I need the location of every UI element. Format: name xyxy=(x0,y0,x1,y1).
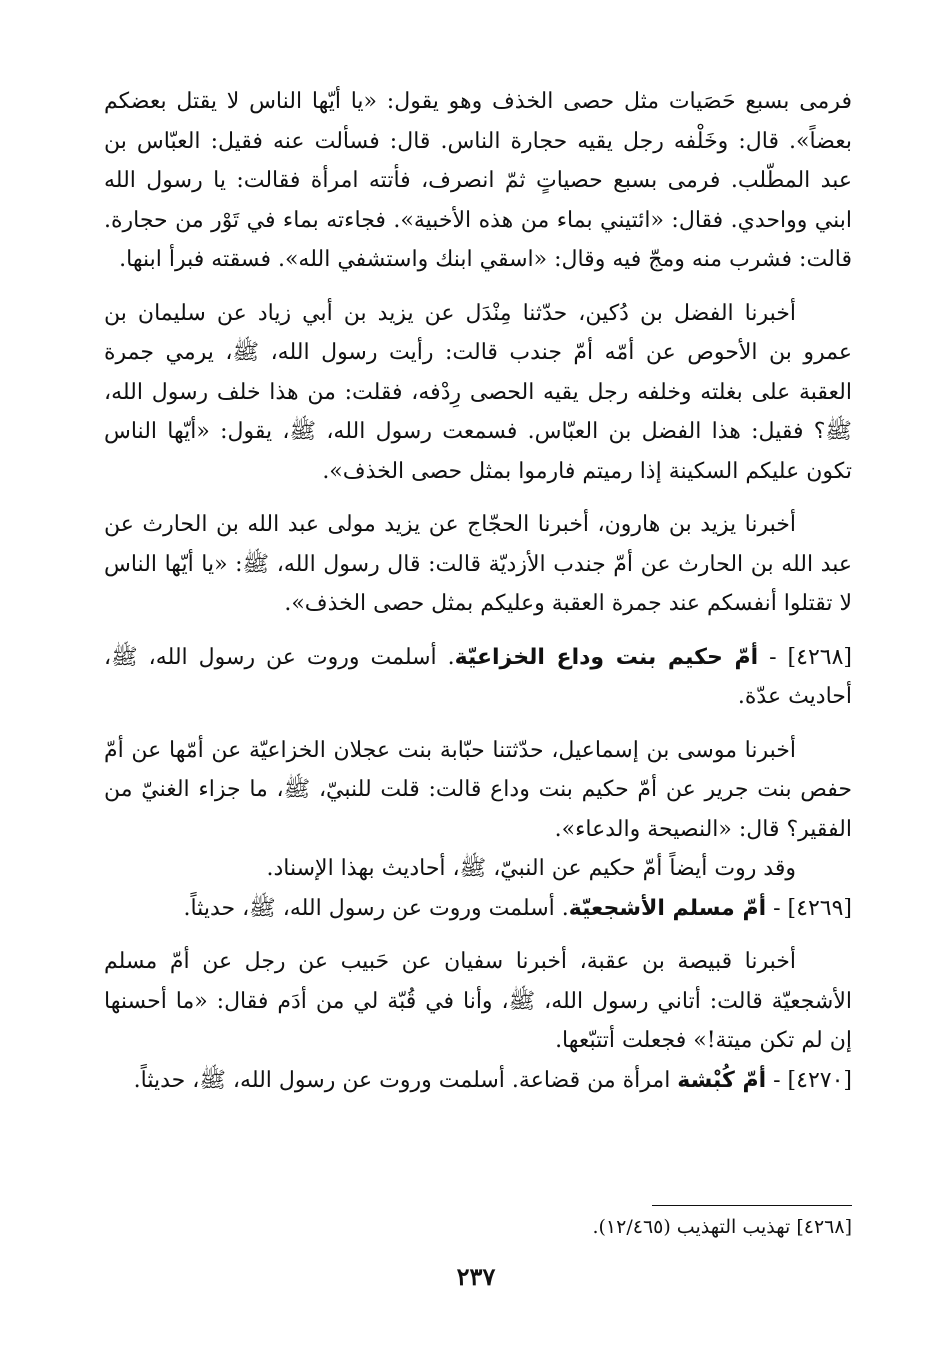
footnote-divider xyxy=(652,1205,852,1206)
paragraph: فرمى بسبع حَصَيات مثل حصى الخذف وهو يقول: «يا أيّها الناس لا يقتل بعضكم بعضاً». قال: وخَلْفه رجل يقيه حجارة الناس. قال: فسألت عنه فقيل: العبّاس بن عبد المطّلب. فرمى بسبع حصياتٍ ثمّ انصرف، فأتته امرأة فقالت: يا رسول الله ابني وواحدي. فقال: «ائتيني بماء من هذه الأخبية». فجاءته بماء في تَوْر من حجارة. قالت: فشرب منه ومجّ فيه وقال: «اسقي ابنك واستشفي الله». فسقته فبرأ ابنها. xyxy=(104,89,852,272)
paragraph: وقد روت أيضاً أمّ حكيم عن النبيّ، ﷺ، أحاديث بهذا الإسناد. xyxy=(266,856,796,881)
entry-text: . أسلمت وروت عن رسول الله، ﷺ، حديثاً. xyxy=(183,895,569,921)
page-number: ٢٣٧ xyxy=(456,1262,496,1291)
entry-number: [٤٢٦٨] - xyxy=(769,644,852,670)
footnote: [٤٢٦٨] تهذيب التهذيب (١٢/٤٦٥). xyxy=(592,1216,852,1238)
entry-text: امرأة من قضاعة. أسلمت وروت عن رسول الله، ﷺ، حديثاً. xyxy=(133,1067,678,1093)
paragraph: أخبرنا قبيصة بن عقبة، أخبرنا سفيان عن حَبيب عن رجل عن أمّ مسلم الأشجعيّة قالت: أتاني رسول الله، ﷺ، وأنا في قُبّة لي من أدَم فقال: «ما أحسنها إن لم تكن ميتة!» فجعلت أتتبّعها. xyxy=(104,949,852,1053)
entry-name: أمّ كُبْشة xyxy=(677,1067,767,1093)
entry-4268 xyxy=(104,638,852,717)
entry-text: . أسلمت وروت عن رسول الله، ﷺ، أحاديث عدّة. xyxy=(104,644,852,709)
entry-4269 xyxy=(104,889,852,929)
entry-number: [٤٢٦٩] - xyxy=(773,895,852,921)
paragraph: أخبرنا يزيد بن هارون، أخبرنا الحجّاج عن يزيد مولى عبد الله بن الحارث عن عبد الله بن الحارث عن أمّ جندب الأزديّة قالت: قال رسول الله، ﷺ: «يا أيّها الناس لا تقتلوا أنفسكم عند جمرة العقبة وعليكم بمثل حصى الخذف». xyxy=(104,512,852,616)
entry-number: [٤٢٧٠] - xyxy=(773,1067,852,1093)
paragraph: أخبرنا موسى بن إسماعيل، حدّثتنا حبّابة بنت عجلان الخزاعيّة عن أمّها عن أمّ حفص بنت جرير عن أمّ حكيم بنت وداع قالت: قلت للنبيّ، ﷺ، ما جزاء الغنيّ من الفقير؟ قال: «النصيحة والدعاء». xyxy=(104,737,852,842)
entry-name: أمّ حكيم بنت وداع الخزاعيّة xyxy=(454,644,759,670)
page-body xyxy=(104,82,852,1100)
entry-name: أمّ مسلم الأشجعيّة xyxy=(568,895,767,921)
paragraph: أخبرنا الفضل بن دُكين، حدّثنا مِنْدَل عن يزيد بن أبي زياد عن سليمان بن عمرو بن الأحوص عن أمّه أمّ جندب قالت: رأيت رسول الله، ﷺ، يرمي جمرة العقبة على بغلته وخلفه رجل يقيه الحصى رِدْفه، فقلت: من هذا خلف رسول الله، ﷺ؟ فقيل: هذا الفضل بن العبّاس. فسمعت رسول الله، ﷺ، يقول: «أيّها الناس تكون عليكم السكينة إذا رميتم فارموا بمثل حصى الخذف». xyxy=(104,300,852,484)
entry-4270 xyxy=(104,1061,852,1101)
